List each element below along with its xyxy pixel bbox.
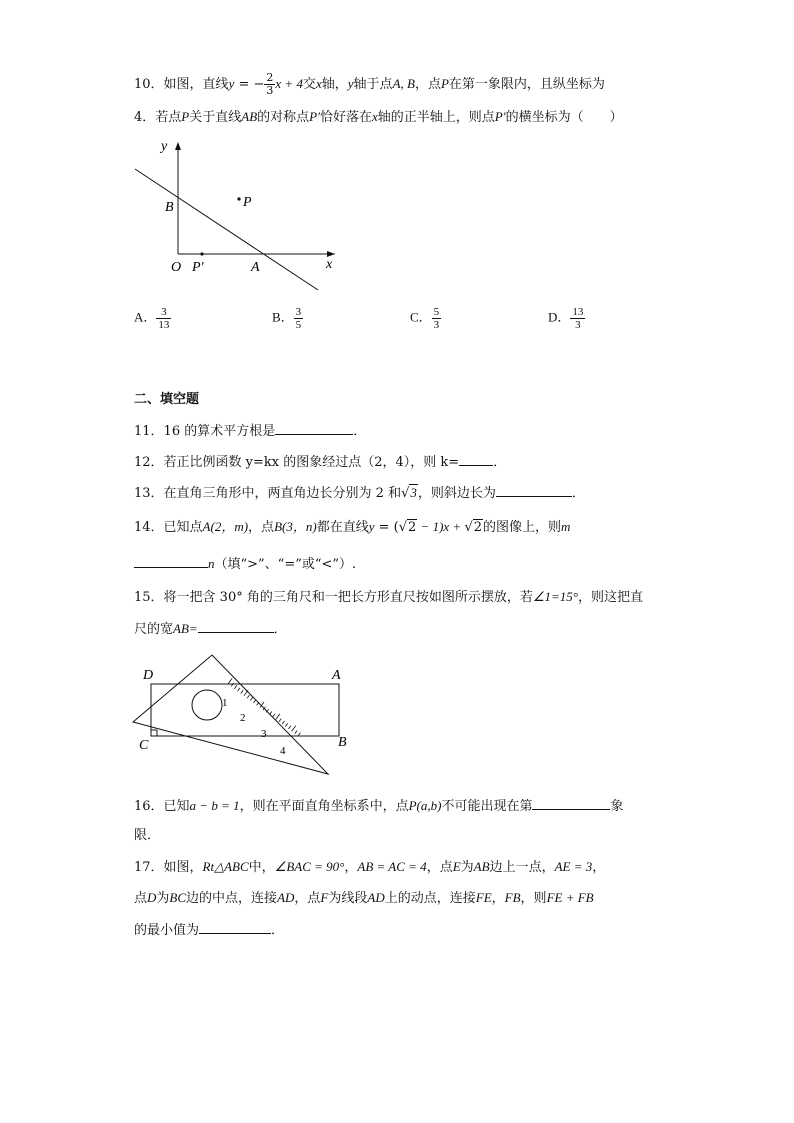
p-label: P	[243, 195, 252, 210]
ruler-hole	[192, 690, 222, 720]
answer-blank[interactable]	[134, 554, 208, 568]
label-2: 2	[240, 712, 246, 724]
b-label: B	[165, 200, 174, 215]
ruler-tick	[250, 697, 252, 700]
y-axis-arrow	[175, 142, 181, 150]
ruler-tick	[295, 730, 297, 733]
q16-line1: 16．已知a − b = 1，则在平面直角坐标系中，点P(a,b)不可能出现在第 象	[134, 798, 624, 814]
option-b[interactable]: B． $\frac{3}{5}$	[272, 306, 302, 331]
q16-line2: 限．	[134, 828, 161, 843]
label-b: B	[338, 735, 347, 750]
answer-blank[interactable]	[275, 421, 353, 435]
section-heading: 二、填空题	[134, 392, 200, 407]
ruler-tick	[276, 714, 280, 720]
answer-blank[interactable]	[198, 619, 274, 633]
q15-line1: 15．将一把含 30° 角的三角尺和一把长方形直尺按如图所示摆放，若∠1=15°，则这把直	[134, 589, 644, 605]
answer-blank[interactable]	[199, 920, 271, 934]
label-1: 1	[222, 697, 228, 709]
label-4: 4	[280, 745, 286, 757]
q10-line2: 4．若点P关于直线AB的对称点P′恰好落在x轴的正半轴上，则点P′的横坐标为（ ）	[134, 109, 623, 125]
point-p	[237, 197, 240, 200]
ruler-tick	[244, 690, 248, 696]
ruler-tick	[269, 712, 271, 715]
option-a[interactable]: A． $\frac{3}{13}$	[134, 306, 170, 331]
ruler-tick	[273, 714, 275, 717]
ruler-tick	[228, 678, 232, 684]
label-a: A	[332, 668, 341, 683]
ruler-tick	[253, 700, 255, 703]
ruler-tick	[241, 690, 243, 693]
p-prime-label: P′	[192, 260, 204, 275]
q14-line1: 14．已知点A(2，m)，点B(3，n)都在直线y = (√2 − 1)x + √2的图像上，则m	[134, 519, 571, 535]
q13: 13．在直角三角形中，两直角边长分别为 2 和√3，则斜边长为 ．	[134, 485, 585, 501]
q10-figure	[130, 138, 340, 298]
q17-line2: 点D为BC边的中点，连接AD，点F为线段AD上的动点，连接FE，FB，则FE + FB	[134, 890, 594, 906]
ruler-tick	[279, 719, 281, 722]
line-ab	[135, 169, 318, 290]
ruler-tick	[282, 721, 284, 724]
ruler-tick	[234, 686, 236, 689]
q12: 12．若正比例函数 y=kx 的图象经过点（2，4），则 k= ．	[134, 452, 506, 472]
q17-line1: 17．如图，Rt△ABC中，∠BAC = 90°，AB = AC = 4，点E为AB边上一点，AE = 3，	[134, 859, 606, 875]
answer-blank[interactable]	[496, 483, 572, 497]
q15-figure	[128, 650, 358, 780]
q11: 11．16 的算术平方根是 ．	[134, 421, 366, 441]
answer-blank[interactable]	[532, 796, 610, 810]
label-d: D	[143, 668, 154, 683]
option-d[interactable]: D． $\frac{13}{3}$	[548, 306, 584, 331]
label-c: C	[139, 738, 149, 753]
point-p-prime	[200, 252, 203, 255]
q14-line2: n（填“>”、“=”或“<”）.	[134, 554, 356, 574]
option-c[interactable]: C． $\frac{5}{3}$	[410, 306, 440, 331]
ruler-tick	[238, 688, 240, 691]
fraction-2-3: $\frac{2}{3}$	[266, 71, 274, 97]
x-label: x	[326, 257, 333, 272]
ruler-tick	[292, 726, 296, 732]
ruler-tick	[285, 723, 287, 726]
a-label: A	[251, 260, 260, 275]
label-3: 3	[261, 728, 267, 740]
answer-blank[interactable]	[459, 452, 493, 466]
ruler-tick	[288, 726, 290, 729]
q15-line2: 尺的宽AB= ．	[134, 621, 287, 637]
o-label: O	[171, 260, 182, 275]
triangle-ruler	[133, 655, 328, 774]
ruler	[151, 684, 339, 736]
q17-line3: 的最小值为 ．	[134, 920, 284, 940]
y-label: y	[161, 139, 168, 154]
ruler-tick	[247, 695, 249, 698]
q10-line1: 10．如图，直线y = − $\frac{2}{3}$ x + 4交x轴，y轴于点A, B，点P在第一象限内，且纵坐标为	[134, 71, 605, 97]
